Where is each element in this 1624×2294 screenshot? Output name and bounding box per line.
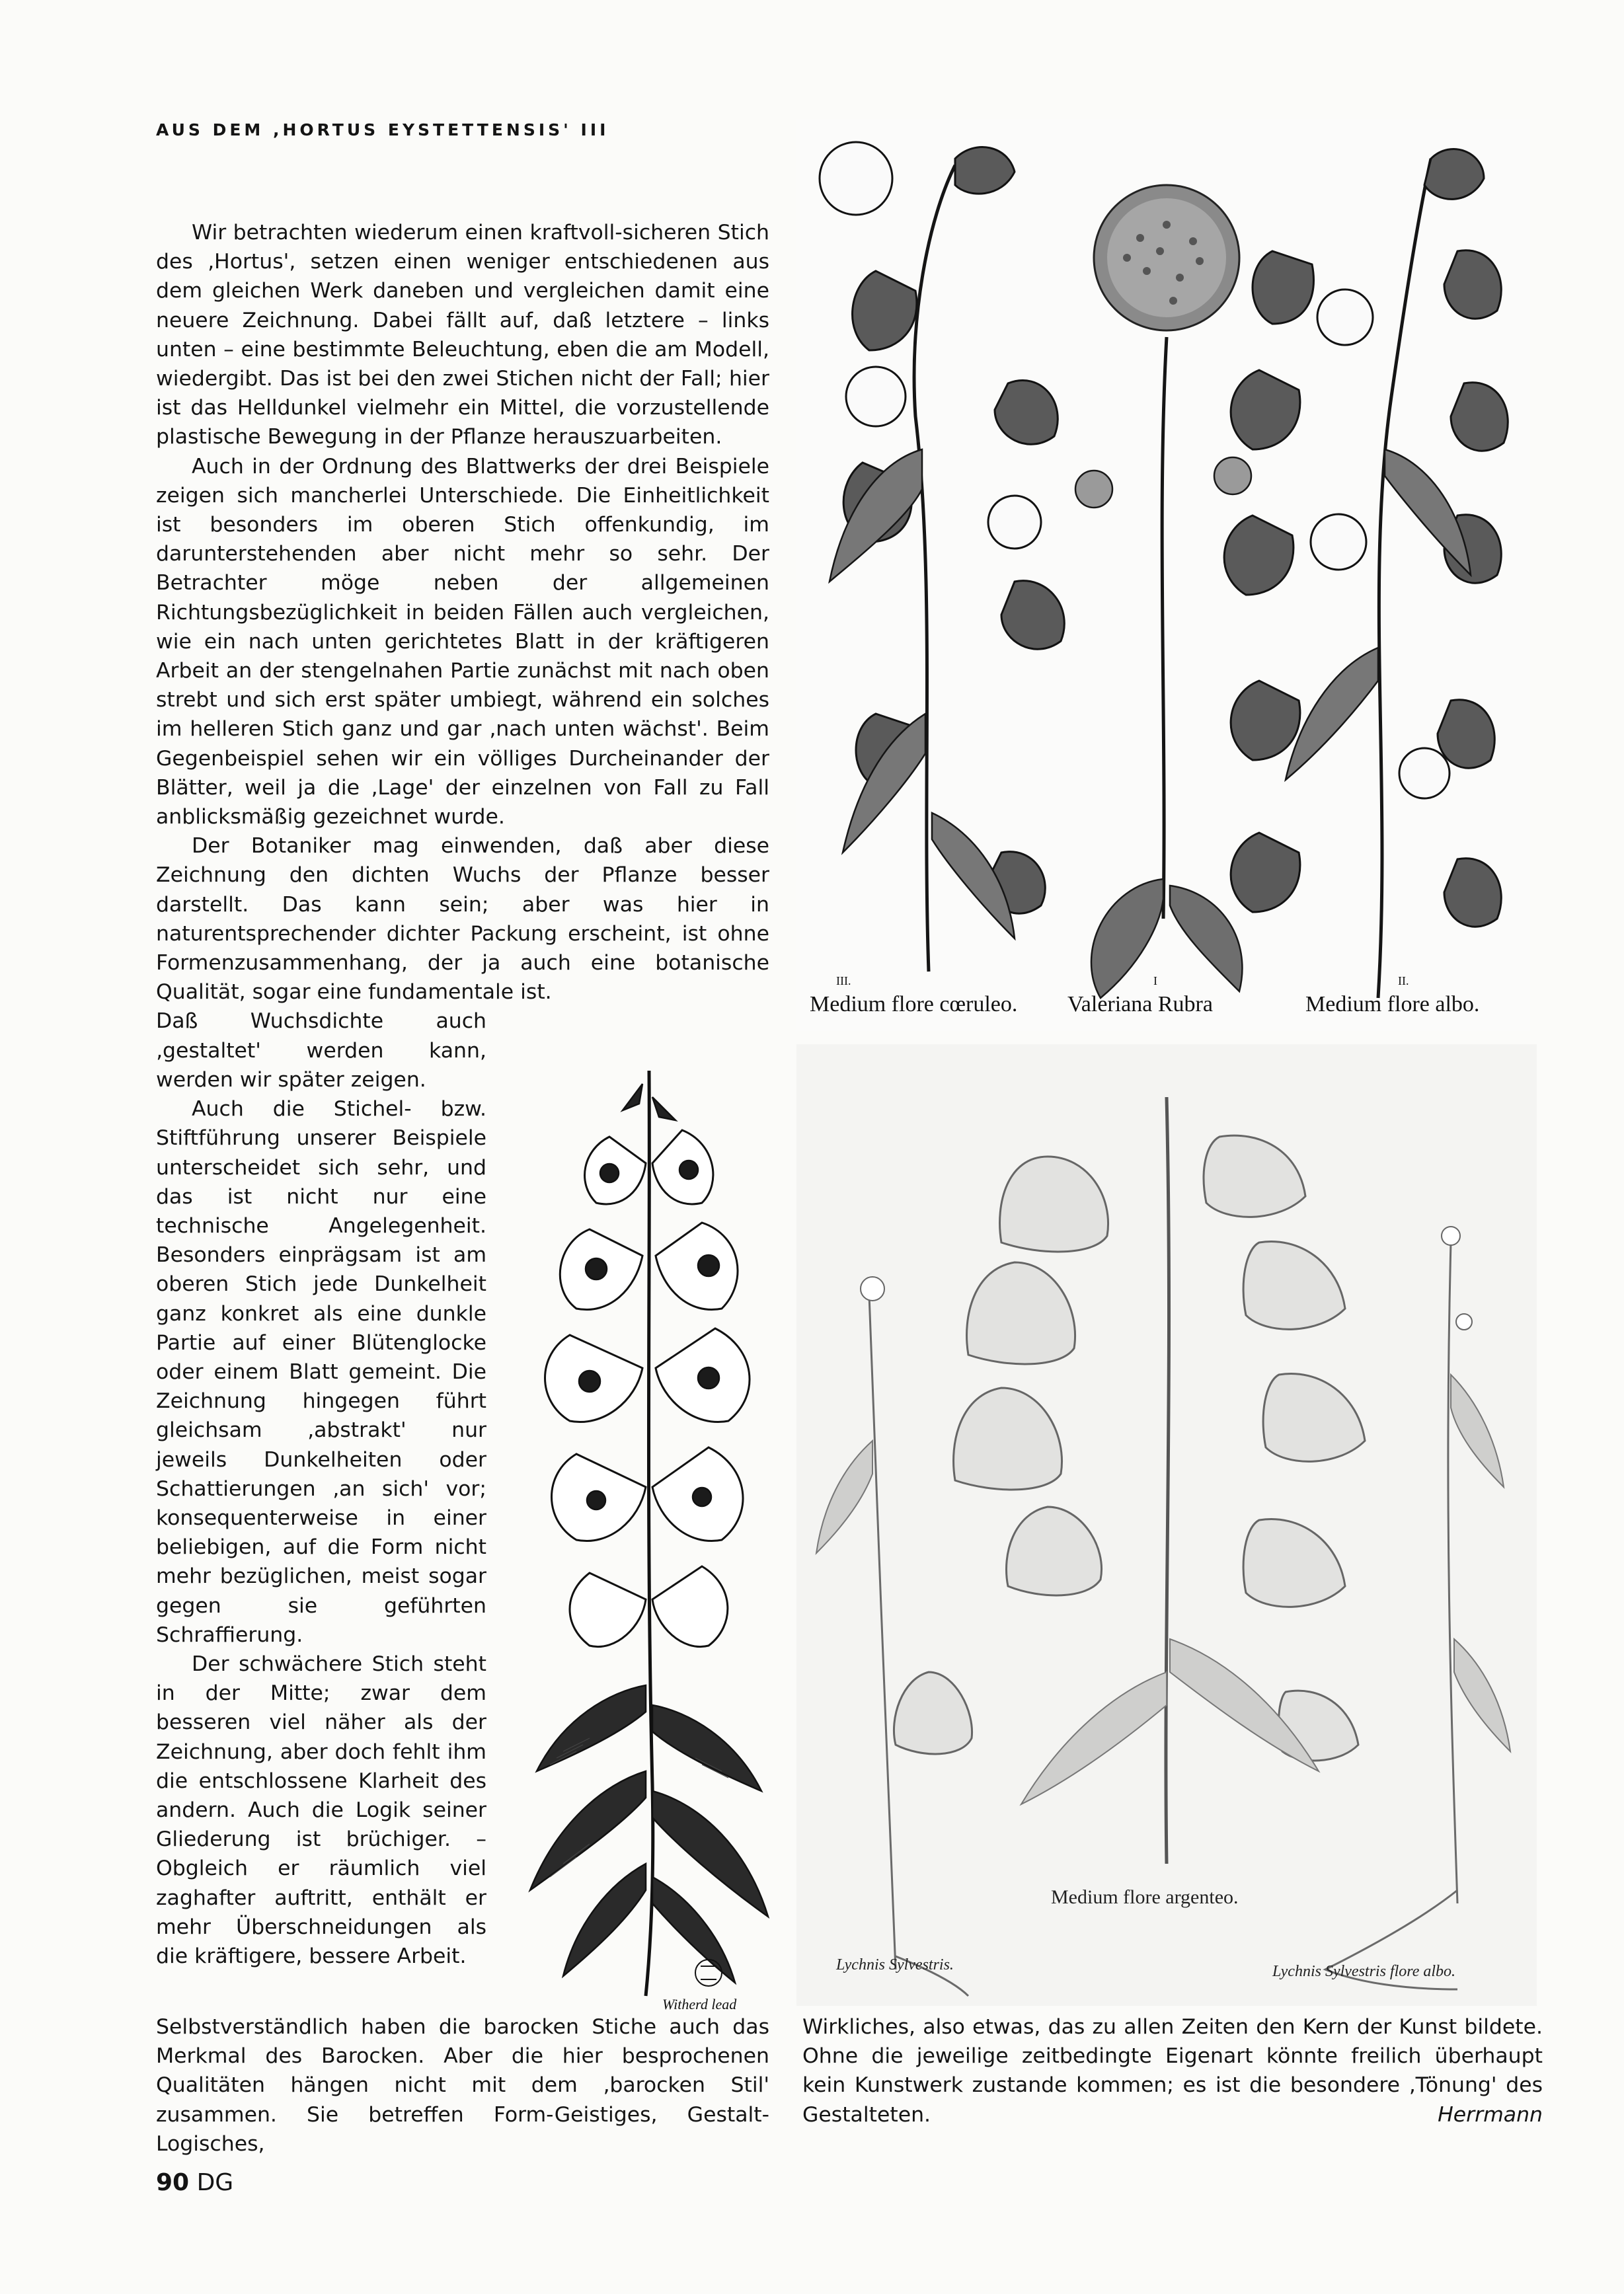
- paragraph-4: Daß Wuchsdichte auch ‚gestaltet' werden kann, werden wir später zeigen.: [156, 1009, 486, 1092]
- engraving-bottom-illustration: [796, 1044, 1537, 2006]
- running-head: AUS DEM ,HORTUS EYSTETTENSIS' III: [156, 120, 609, 139]
- plate-top-caption-num-2: I: [1153, 974, 1157, 987]
- paragraph-5: Auch die Stichel- bzw. Stiftführung unserer Beispiele unterscheidet sich sehr, und das ist nicht nur eine technische Angelegenheit. Besonders einprägsam ist am oberen Stich jede Dunkelheit ganz konkret als eine dunkle Partie auf einer Blütenglocke oder einem Blatt gemeint. Die Zeichnung hingegen führt gleichsam ‚abstrakt' nur jeweils Dunkelheiten oder Schattierungen ‚an sich' vor; konsequenterweise in einer beliebigen, auf die Form nicht mehr bezüglichen, meist sogar gegen sie geführten Schraffierung.: [156, 1097, 486, 1647]
- plate-top-caption-1: Medium flore cœruleo.: [810, 992, 1018, 1016]
- plate-top-caption-3: Medium flore albo.: [1305, 992, 1480, 1016]
- plate-bottom-caption-3: Lychnis Sylvestris flore albo.: [1272, 1963, 1456, 1980]
- engraving-top-illustration: [796, 119, 1530, 1031]
- engraving-plate-bottom: [796, 1044, 1537, 2006]
- folio-label: DG: [196, 2169, 234, 2196]
- page-folio: [156, 2169, 233, 2196]
- author-signature: Herrmann: [1438, 2102, 1543, 2127]
- bottom-right-text: Wirkliches, also etwas, das zu allen Zeiten den Kern der Kunst bildete. Ohne die jeweilige zeitbedingte Eigenart könnte freilich überhaupt kein Kunstwerk zustande kommen; es ist die besondere ‚Tönung' des Gestalteten.: [802, 2015, 1543, 2127]
- paragraph-3: Der Botaniker mag einwenden, daß aber diese Zeichnung den dichten Wuchs der Pflanze besser darstellt. Das kann sein; aber was hier in naturentsprechender dichter Packung erscheint, ist ohne Formenzusammenhang, der ja auch eine botanische Qualität, sogar eine fundamentale ist.: [156, 834, 769, 1005]
- engraving-plate-top: [796, 119, 1530, 1031]
- bottom-left-paragraph: Selbstverständlich haben die barocken Stiche auch das Merkmal des Barocken. Aber die hier besprochenen Qualitäten hängen nicht mit dem ‚barocken Stil' zusammen. Sie betreffen Form-Geistiges, Gestalt-Logisches,: [156, 2015, 769, 2156]
- plate-top-caption-2: Valeriana Rubra: [1067, 992, 1213, 1016]
- narrow-text-block: [156, 1007, 486, 1971]
- campanula-pen-drawing: [510, 1057, 788, 2022]
- paragraph-1: Wir betrachten wiederum einen kraftvoll-sicheren Stich des ‚Hortus', setzen einen weniger entschiedenen aus dem gleichen Werk daneben und vergleichen damit eine neuere Zeichnung. Dabei fällt auf, daß letztere – links unten – eine bestimmte Beleuchtung, eben die am Modell, wiedergibt. Das ist bei den zwei Stichen nicht der Fall; hier ist das Helldunkel vielmehr ein Mittel, die vorzustellende plastische Bewegung in der Pflanze herauszuarbeiten.: [156, 221, 769, 449]
- bottom-right-paragraph: [802, 2012, 1543, 2129]
- drawing-signature: Witherd lead: [662, 1996, 737, 2012]
- paragraph-2: Auch in der Ordnung des Blattwerks der drei Beispiele zeigen sich mancherlei Unterschiede. Die Einheitlichkeit ist besonders im oberen Stich offenkundig, im darunterstehenden aber nicht mehr so sehr. Der Betrachter möge neben der allgemeinen Richtungsbezüglichkeit in beiden Fällen auch vergleichen, wie ein nach unten gerichtetes Blatt in der kräftigeren Arbeit an der stengelnahen Partie zunächst mit nach oben strebt und sich erst später umbiegt, während ein solches im helleren Stich ganz und gar ‚nach unten wächst'. Beim Gegenbeispiel sehen wir ein völliges Durcheinander der Blätter, weil ja die ‚Lage' der einzelnen von Fall zu Fall anblicksmäßig gezeichnet wurde.: [156, 454, 769, 829]
- paragraph-6: Der schwächere Stich steht in der Mitte; zwar dem besseren viel näher als der Zeichnung, aber doch fehlt ihm die entschlossene Klarheit des andern. Auch die Logik seiner Gliederung ist brüchiger. – Obgleich er räumlich viel zaghafter auftritt, enthält er mehr Überschneidungen als die kräftigere, bessere Arbeit.: [156, 1652, 486, 1968]
- plate-bottom-caption-2: Lychnis Sylvestris.: [836, 1956, 954, 1973]
- page-number: 90: [156, 2169, 190, 2196]
- plate-top-caption-num-3: II.: [1398, 974, 1409, 987]
- plate-top-caption-num-1: III.: [836, 974, 851, 987]
- pen-drawing-illustration: [510, 1057, 788, 2022]
- plate-bottom-caption-1: Medium flore argenteo.: [1051, 1886, 1239, 1908]
